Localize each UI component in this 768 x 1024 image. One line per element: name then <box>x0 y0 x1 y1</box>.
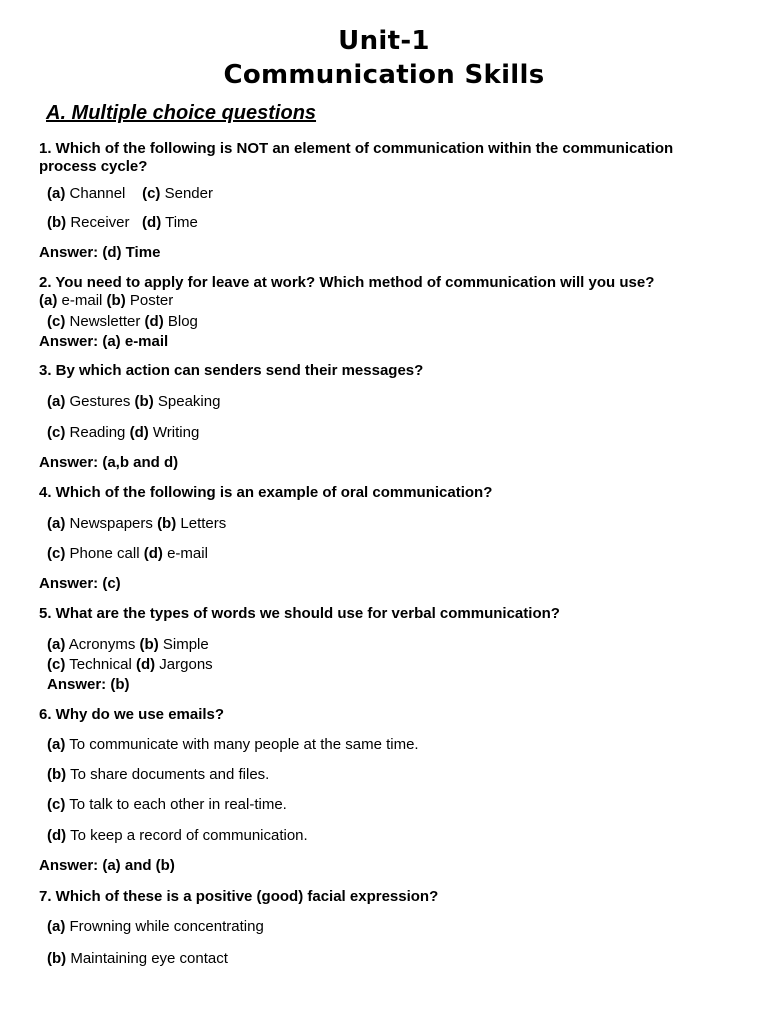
option-key: (b) <box>47 766 67 783</box>
option-text: Jargons <box>159 656 213 673</box>
option-text: Sender <box>164 185 213 202</box>
option-key: (b) <box>139 636 159 653</box>
question-5: 5. What are the types of words we should use for verbal communication? <box>39 605 560 622</box>
options-line <box>47 827 308 845</box>
option-text: Speaking <box>157 393 221 410</box>
option-key: (a) <box>47 185 66 202</box>
option-key: (c) <box>142 185 161 202</box>
option-key: (c) <box>47 545 66 562</box>
option-key: (c) <box>47 796 66 813</box>
option-text: To keep a record of communication. <box>70 827 308 844</box>
option-text: Reading <box>69 424 126 441</box>
options-line <box>47 918 264 936</box>
option-text: Phone call <box>69 545 140 562</box>
option-text: To share documents and files. <box>70 766 270 783</box>
option-text: Newsletter <box>69 313 141 330</box>
options-line <box>39 292 173 310</box>
answer-5: Answer: (b) <box>47 676 130 693</box>
options-line <box>47 393 220 411</box>
option-text: Gestures <box>69 393 131 410</box>
option-text: Acronyms <box>68 636 136 653</box>
options-line <box>47 766 269 784</box>
answer-4: Answer: (c) <box>39 575 121 592</box>
option-key: (a) <box>39 292 58 309</box>
question-2: 2. You need to apply for leave at work? Which method of communication will you use? <box>39 274 655 291</box>
options-line <box>47 424 199 442</box>
answer-1: Answer: (d) Time <box>39 244 161 261</box>
option-key: (a) <box>47 736 66 753</box>
subject-title: Communication Skills <box>223 60 545 90</box>
option-key: (c) <box>47 656 66 673</box>
option-key: (d) <box>135 656 156 673</box>
question-1: 1. Which of the following is NOT an element of communication within the communication process cycle? <box>39 140 674 175</box>
option-key: (d) <box>129 424 149 441</box>
option-text: Technical <box>69 656 132 673</box>
options-line <box>47 950 228 968</box>
options-line <box>47 636 209 654</box>
answer-6: Answer: (a) and (b) <box>39 857 175 874</box>
option-key: (b) <box>157 515 177 532</box>
option-text: Blog <box>167 313 198 330</box>
options-line <box>47 515 226 533</box>
options-line <box>47 656 213 674</box>
option-text: Channel <box>69 185 126 202</box>
question-7: 7. Which of these is a positive (good) facial expression? <box>39 888 439 905</box>
option-key: (d) <box>47 827 67 844</box>
option-key: (b) <box>47 214 67 231</box>
question-4: 4. Which of the following is an example of oral communication? <box>39 484 493 501</box>
option-text: To communicate with many people at the same time. <box>69 736 419 753</box>
options-line <box>47 185 213 203</box>
option-text: e-mail <box>167 545 208 562</box>
option-key: (a) <box>47 393 66 410</box>
option-key: (c) <box>47 313 66 330</box>
section-heading: A. Multiple choice questions <box>46 102 317 124</box>
option-key: (a) <box>47 636 66 653</box>
option-key: (b) <box>134 393 154 410</box>
option-text: Time <box>165 214 198 231</box>
options-line <box>47 796 287 814</box>
option-text: Simple <box>162 636 209 653</box>
option-text: Newspapers <box>69 515 153 532</box>
option-text: e-mail <box>61 292 103 309</box>
unit-title: Unit-1 <box>338 26 430 56</box>
options-line <box>47 545 208 563</box>
option-text: To talk to each other in real-time. <box>69 796 287 813</box>
option-text: Receiver <box>70 214 130 231</box>
option-text: Frowning while concentrating <box>69 918 264 935</box>
options-line <box>47 214 198 232</box>
option-key: (d) <box>143 545 163 562</box>
option-key: (b) <box>106 292 126 309</box>
option-key: (b) <box>47 950 67 967</box>
question-6: 6. Why do we use emails? <box>39 706 225 723</box>
answer-2: Answer: (a) e-mail <box>39 333 169 350</box>
option-key: (d) <box>142 214 162 231</box>
answer-3: Answer: (a,b and d) <box>39 454 179 471</box>
options-line <box>47 736 419 754</box>
question-3: 3. By which action can senders send their messages? <box>39 362 424 379</box>
option-key: (c) <box>47 424 66 441</box>
option-key: (d) <box>144 313 164 330</box>
option-text: Writing <box>152 424 200 441</box>
option-text: Letters <box>180 515 227 532</box>
options-line <box>47 313 198 331</box>
option-key: (a) <box>47 515 66 532</box>
option-key: (a) <box>47 918 66 935</box>
option-text: Poster <box>129 292 174 309</box>
option-text: Maintaining eye contact <box>70 950 228 967</box>
